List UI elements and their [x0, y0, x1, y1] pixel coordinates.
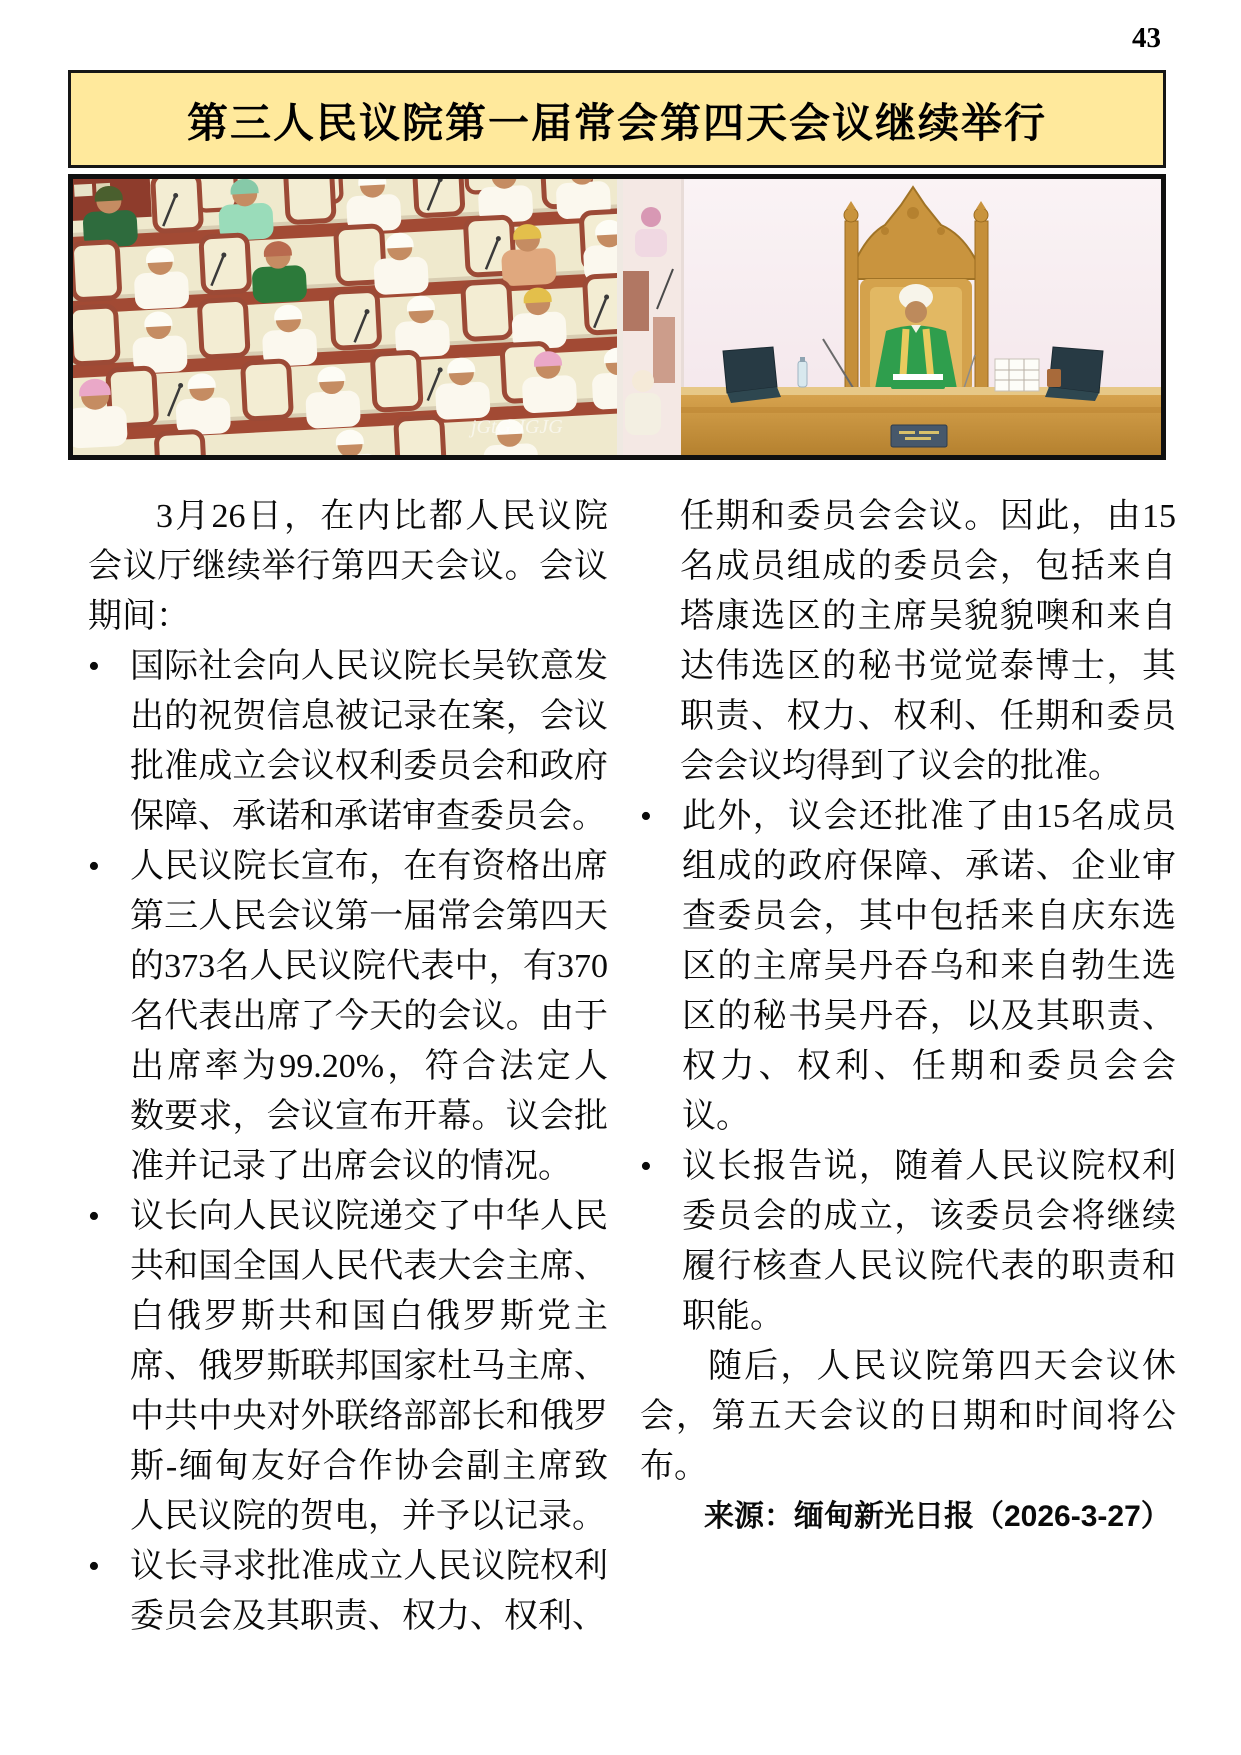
list-item — [88, 842, 608, 1192]
speaker-rostrum-photo — [623, 179, 1161, 455]
list-item-text: 议长向人民议院递交了中华人民共和国全国人民代表大会主席、白俄罗斯共和国白俄罗斯党主席、俄罗斯联邦国家杜马主席、中共中央对外联络部部长和俄罗斯-缅甸友好合作协会副主席致人民议院的贺电，并予以记录。 — [130, 1198, 608, 1535]
continuation-paragraph: 任期和委员会会议。因此，由15名成员组成的委员会，包括来自塔康选区的主席吴貌貌噢和来自达伟选区的秘书觉觉泰博士，其职责、权力、权利、任期和委员会会议均得到了议会的批准。 — [680, 498, 1176, 785]
bullet-icon: • — [88, 1548, 100, 1585]
page-number: 43 — [1132, 22, 1161, 54]
title-banner — [68, 70, 1166, 168]
closing-paragraph: 随后，人民议院第四天会议休会，第五天会议的日期和时间将公布。 — [640, 1348, 1176, 1485]
bullet-icon: • — [88, 648, 100, 685]
bullet-icon: • — [640, 1148, 652, 1185]
intro-paragraph: 3月26日，在内比都人民议院会议厅继续举行第四天会议。会议期间： — [88, 498, 608, 635]
bullet-icon: • — [88, 1198, 100, 1235]
list-item — [88, 642, 608, 842]
parliament-members-photo — [73, 179, 617, 455]
bullet-icon: • — [88, 848, 100, 885]
list-item — [88, 1542, 608, 1642]
list-item-text: 国际社会向人民议院长吴钦意发出的祝贺信息被记录在案，会议批准成立会议权利委员会和政府保障、承诺和承诺审查委员会。 — [130, 648, 608, 835]
text-column-left — [88, 492, 608, 1642]
list-item — [640, 1142, 1176, 1342]
text-column-right — [640, 492, 1176, 1542]
list-item-text: 此外，议会还批准了由15名成员组成的政府保障、承诺、企业审查委员会，其中包括来自庆东选区的主席吴丹吞乌和来自勃生选区的秘书吴丹吞，以及其职责、权力、权利、任期和委员会会议。 — [682, 798, 1176, 1135]
list-item — [640, 792, 1176, 1142]
list-item — [88, 1192, 608, 1542]
photo-strip — [68, 174, 1166, 460]
bullet-icon: • — [640, 798, 652, 835]
source-line: 来源：缅甸新光日报（2026-3-27） — [704, 1500, 1171, 1533]
photo-watermark: jGtG JGJG — [471, 416, 563, 438]
list-item-text: 议长报告说，随着人民议院权利委员会的成立，该委员会将继续履行核查人民议院代表的职责和职能。 — [682, 1148, 1176, 1335]
article-title: 第三人民议院第一届常会第四天会议继续举行 — [187, 99, 1047, 146]
list-item-text: 人民议院长宣布，在有资格出席第三人民会议第一届常会第四天的373名人民议院代表中，有370名代表出席了今天的会议。由于出席率为99.20%，符合法定人数要求，会议宣布开幕。议会批准并记录了出席会议的情况。 — [130, 848, 608, 1185]
list-item-text: 议长寻求批准成立人民议院权利委员会及其职责、权力、权利、 — [130, 1548, 608, 1635]
